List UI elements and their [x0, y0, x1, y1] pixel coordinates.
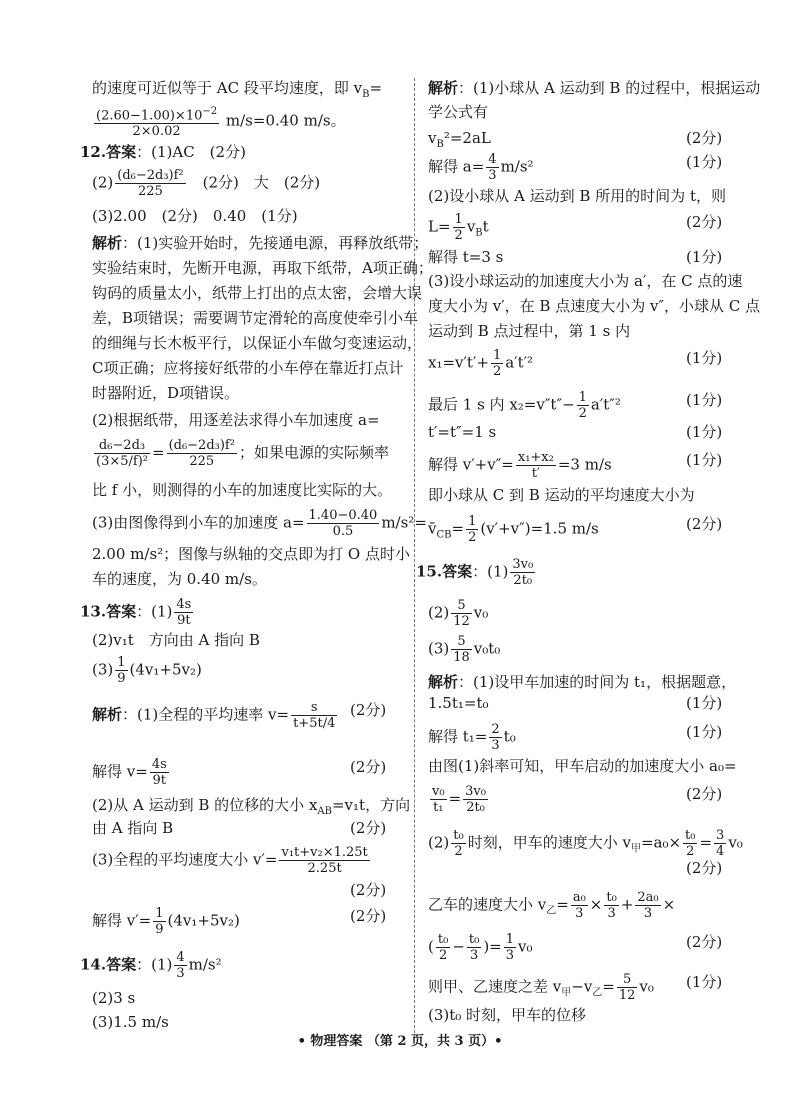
- den: (3×5/f)²: [96, 454, 148, 469]
- den: t+5t/4: [293, 716, 336, 731]
- den: 3: [491, 738, 500, 753]
- fraction: [174, 950, 186, 981]
- text: −: [452, 937, 465, 956]
- fraction: [291, 700, 337, 731]
- points: (2分): [686, 213, 723, 231]
- line: 车的速度，为 0.40 m/s。: [92, 570, 267, 588]
- den: t₁: [433, 800, 444, 815]
- den: 4: [716, 844, 725, 859]
- points: (2分): [350, 881, 387, 899]
- fraction: [115, 655, 127, 686]
- num: 1: [117, 655, 126, 670]
- line: (3)设小球运动的加速度大小为 a′，在 C 点的速: [428, 272, 743, 290]
- den: 12: [453, 614, 470, 629]
- text: ：(1): [472, 562, 509, 581]
- text: ：(1)AC (2分): [136, 143, 246, 161]
- line: [428, 390, 723, 421]
- text: 1.5t₁=t₀: [428, 694, 489, 712]
- points: (2分): [350, 758, 387, 776]
- den: 3: [505, 948, 515, 963]
- den: 9: [117, 671, 126, 686]
- fraction: [504, 932, 516, 963]
- fraction: [489, 722, 501, 753]
- fraction: [174, 597, 193, 628]
- answer-label: 答案: [106, 143, 137, 161]
- fraction: [571, 890, 588, 921]
- text: ×: [662, 895, 676, 914]
- line: [428, 634, 500, 665]
- line: [428, 693, 723, 713]
- num: 5: [617, 972, 638, 988]
- text: x₁=v′t′+: [428, 353, 489, 372]
- points: (1分): [686, 973, 723, 991]
- line: [428, 598, 488, 629]
- text: ：(1)小球从 A 运动到 B 的过程中，根据运动: [458, 79, 761, 97]
- analysis-label: 解析: [92, 234, 123, 252]
- text: (2): [428, 833, 450, 852]
- num: t₀: [606, 890, 617, 905]
- points: (2分): [350, 907, 387, 925]
- line: [428, 972, 723, 1004]
- fraction: [150, 757, 169, 788]
- num: 1: [492, 348, 502, 363]
- points: (1分): [686, 391, 723, 409]
- text: ²=2aL: [443, 129, 491, 147]
- num: t₀: [685, 828, 696, 843]
- line: [92, 700, 387, 731]
- text: 解得 t=3 s: [428, 248, 504, 266]
- num: 4s: [151, 757, 167, 772]
- fraction: [486, 152, 498, 183]
- text: v₀: [728, 833, 743, 852]
- line: [428, 450, 723, 481]
- line: [428, 348, 723, 379]
- text: v̄: [428, 519, 437, 538]
- line: [428, 722, 723, 753]
- q14-answer: [80, 950, 222, 981]
- text: t: [482, 217, 489, 236]
- text: ：(1)设甲车加速的时间为 t₁，根据题意，: [458, 673, 737, 691]
- text: 最后 1 s 内 x₂=v″t″−: [428, 395, 575, 414]
- sub: 甲: [630, 843, 641, 855]
- text: (3): [428, 639, 450, 658]
- text: 解得 v=: [92, 762, 148, 781]
- sup: −2: [202, 106, 218, 117]
- den: 18: [453, 650, 470, 665]
- text: v₀: [473, 603, 489, 622]
- den: 2: [686, 844, 695, 859]
- points: (2分): [686, 515, 723, 533]
- fraction: [430, 784, 447, 815]
- num: v₀: [432, 784, 445, 799]
- text: 的速度可近似等于 AC 段平均速度，即 v: [92, 79, 363, 97]
- line: [428, 890, 675, 922]
- num: 1: [505, 932, 515, 947]
- num: 1.40−0.40: [308, 508, 378, 523]
- analysis-label: 解析: [428, 673, 459, 691]
- fraction: [714, 828, 726, 859]
- line: [428, 152, 723, 183]
- num: 4s: [176, 597, 192, 612]
- points: (1分): [686, 349, 723, 367]
- text: =: [369, 79, 383, 97]
- fraction: [466, 514, 478, 545]
- den: 2: [492, 364, 502, 379]
- points: (2分): [686, 859, 723, 877]
- text: v₀: [639, 977, 654, 996]
- den: 3: [607, 906, 616, 921]
- num: t₀: [437, 932, 449, 947]
- text: =: [451, 519, 465, 538]
- num: 4: [176, 950, 185, 965]
- num: t₀: [468, 932, 480, 947]
- text: (4v₁+5v₂): [167, 911, 240, 930]
- num: 5: [451, 598, 472, 614]
- den: 2: [454, 228, 463, 243]
- num: 5: [451, 634, 472, 650]
- sub: B: [475, 227, 483, 239]
- text: =: [699, 833, 713, 852]
- sub: AB: [317, 806, 332, 817]
- text: =: [602, 977, 615, 996]
- line: 钩码的质量太小，纸带上打出的点太密，会增大误: [92, 284, 423, 302]
- fraction: [451, 828, 465, 859]
- line: [92, 104, 346, 139]
- fraction: [617, 972, 638, 1003]
- den: 3: [469, 948, 479, 963]
- fraction: [167, 438, 237, 469]
- line: 实验结束时，先断开电源，再取下纸带，A项正确；: [92, 259, 433, 277]
- line: (3)1.5 m/s: [92, 1013, 169, 1031]
- text: 解得 v′+v″=: [428, 455, 514, 474]
- num: d₆−2d₃: [94, 438, 150, 454]
- line: (3)t₀ 时刻，甲车的位移: [428, 1006, 587, 1024]
- analysis-label: 解析: [92, 705, 123, 724]
- line: 度大小为 v′，在 B 点速度大小为 v″，小球从 C 点: [428, 297, 761, 315]
- points: (2分): [350, 819, 387, 837]
- points: (1分): [686, 723, 723, 741]
- text: 解得 a=: [428, 157, 485, 176]
- line: [92, 78, 382, 105]
- line: 由图(1)斜率可知，甲车启动的加速度大小 a₀=: [428, 757, 737, 775]
- line: 学公式有: [428, 103, 489, 121]
- text: 由 A 指向 B: [92, 819, 174, 837]
- points: (1分): [686, 423, 723, 441]
- line: [428, 932, 723, 963]
- text: =v₁t，方向: [331, 796, 411, 814]
- text: t′=t″=1 s: [428, 423, 497, 441]
- text: =a₀×: [640, 833, 682, 852]
- den: 3: [176, 966, 185, 981]
- text: m/s=0.40 m/s。: [225, 111, 346, 130]
- line: [428, 422, 723, 442]
- fraction: [436, 932, 450, 963]
- fraction: [467, 932, 481, 963]
- text: =: [448, 789, 462, 808]
- line: [428, 514, 723, 546]
- question-number: 12.: [80, 143, 107, 161]
- den: 2t₀: [513, 573, 533, 588]
- fraction: [94, 438, 150, 469]
- fraction: [94, 104, 219, 139]
- line: 比 f 小，则测得的小车的加速度比实际的大。: [92, 481, 393, 499]
- text: 解得 v′=: [92, 911, 152, 930]
- line: $\frac{\text{d₆−2d₃}}{\text{(3×5/f)²}}$ = $\frac{\text{(d₆−2d₃)f²}}{225}$ ；如果电源的实际频率: [96, 438, 389, 469]
- den: 9t: [177, 613, 191, 628]
- fraction: [510, 557, 535, 588]
- points: (1分): [686, 153, 723, 171]
- text: ：(1)全程的平均速率 v=: [122, 705, 290, 724]
- text: ：(1)实验开始时，先接通电源，再释放纸带；: [122, 234, 429, 252]
- num: 3v₀: [512, 557, 534, 572]
- text: (3)全程的平均速度大小 v′=: [92, 850, 278, 869]
- num: 3v₀: [465, 784, 486, 799]
- points: (1分): [686, 451, 723, 469]
- num: 4: [488, 152, 497, 167]
- column-divider: [414, 78, 415, 1038]
- text: ×: [589, 895, 603, 914]
- page-footer: • 物理答案 （第 2 页，共 3 页）•: [297, 1034, 503, 1049]
- line: [92, 906, 402, 937]
- line: [428, 784, 723, 815]
- line: (2)设小球从 A 运动到 B 所用的时间为 t，则: [428, 187, 726, 205]
- den: 2t₀: [466, 800, 485, 815]
- line: (2)3 s: [92, 989, 136, 1007]
- line: [92, 168, 320, 199]
- line: [428, 128, 723, 155]
- text: (v′+v″)=1.5 m/s: [480, 519, 599, 538]
- text: 则甲、乙速度之差 v: [428, 977, 562, 996]
- text: m/s²: [500, 157, 534, 176]
- fraction: [516, 450, 556, 481]
- den: 2: [438, 948, 448, 963]
- line: [92, 757, 402, 788]
- num: 1: [454, 212, 463, 227]
- text: m/s²=: [381, 513, 427, 532]
- line: (3)2.00 (2分) 0.40 (1分): [92, 207, 298, 225]
- den: 2: [454, 844, 463, 859]
- den: 9t: [152, 773, 167, 788]
- fraction: [463, 784, 488, 815]
- line: 的细绳与长木板平行，以保证小车做匀变速运动，: [92, 334, 423, 352]
- line: (2)v₁t 方向由 A 指向 B: [92, 631, 260, 649]
- text: v₀: [518, 937, 533, 956]
- text: −v: [571, 977, 593, 996]
- line: 运动到 B 点过程中，第 1 s 内: [428, 322, 631, 340]
- fraction: [307, 508, 380, 539]
- q12-answer: [80, 142, 246, 162]
- points: (2分): [686, 785, 723, 803]
- den: 3: [575, 906, 584, 921]
- text: a′t″²: [590, 395, 621, 414]
- num: 2: [491, 722, 500, 737]
- text: (2): [92, 173, 114, 192]
- analysis-label: 解析: [428, 79, 459, 97]
- q15-answer: [416, 557, 537, 588]
- fraction: [577, 390, 589, 421]
- num: (d₆−2d₃)f²: [117, 168, 184, 183]
- den: 0.5: [332, 524, 354, 539]
- den: 12: [618, 988, 636, 1003]
- sub: B: [362, 89, 370, 100]
- line: [428, 828, 743, 860]
- text: L=: [428, 217, 451, 236]
- num: x₁+x₂: [517, 450, 554, 465]
- text: (2): [428, 603, 450, 622]
- points: (2分): [686, 933, 723, 951]
- text: v: [466, 217, 476, 236]
- line: C项正确；应将接好纸带的小车停在靠近打点计: [92, 359, 404, 377]
- line: [428, 78, 760, 98]
- num: 1: [578, 390, 587, 405]
- fraction: [453, 212, 465, 243]
- text: 时刻，甲车的速度大小 v: [467, 833, 631, 852]
- den: 3: [643, 906, 653, 921]
- text: +: [620, 895, 634, 914]
- line: 2.00 m/s²；图像与纵轴的交点即为打 O 点时小: [92, 545, 410, 563]
- text: t₀: [503, 727, 516, 746]
- fraction: [604, 890, 618, 921]
- text: ；如果电源的实际频率: [238, 443, 389, 462]
- question-number: 15.: [416, 562, 443, 581]
- line: [92, 845, 372, 876]
- den: 2: [468, 530, 477, 545]
- text: v₀t₀: [473, 639, 501, 658]
- points: (1分): [686, 694, 723, 712]
- fraction: [451, 598, 472, 629]
- points: (2分): [350, 701, 387, 719]
- num: a₀: [572, 890, 586, 905]
- den: 225: [189, 454, 215, 469]
- sub: 甲: [561, 987, 572, 999]
- line: [428, 212, 723, 244]
- text: 解得 t₁=: [428, 727, 488, 746]
- text: =3 m/s: [557, 455, 612, 474]
- text: )=: [483, 937, 502, 956]
- num: (2.60−1.00)×10: [96, 108, 203, 124]
- text: (: [428, 937, 434, 956]
- text: (2分) 大 (2分): [187, 173, 321, 192]
- answer-label: 答案: [106, 602, 137, 621]
- text: (4v₁+5v₂): [129, 660, 202, 679]
- line: 差，B项错误；需要调节定滑轮的高度使牵引小车: [92, 309, 419, 327]
- answer-label: 答案: [442, 562, 473, 581]
- line: 即小球从 C 到 B 运动的平均速度大小为: [428, 486, 695, 504]
- num: v₁t+v₂×1.25t: [281, 845, 368, 860]
- den: t′: [531, 466, 540, 481]
- text: (3): [92, 660, 114, 679]
- q13-answer: [80, 597, 195, 628]
- points: (2分): [686, 129, 723, 147]
- num: t₀: [453, 828, 464, 843]
- den: 2.25t: [307, 861, 342, 876]
- sub: 乙: [592, 987, 603, 999]
- line: [428, 672, 736, 692]
- fraction: [451, 634, 472, 665]
- line: [92, 655, 202, 686]
- text: 乙车的速度大小 v: [428, 895, 547, 914]
- text: ：(1): [136, 602, 173, 621]
- num: s: [291, 700, 337, 716]
- fraction: [635, 890, 660, 921]
- num: (d₆−2d₃)f²: [168, 438, 235, 453]
- line: (2)根据纸带，用逐差法求得小车加速度 a=: [92, 411, 380, 429]
- line: [92, 508, 427, 539]
- fraction: [279, 845, 369, 876]
- line: [428, 247, 723, 267]
- den: 225: [138, 184, 163, 199]
- sub: B: [436, 139, 444, 150]
- line: [92, 818, 402, 838]
- den: 2: [578, 406, 587, 421]
- fraction: [683, 828, 697, 859]
- question-number: 14.: [80, 955, 107, 974]
- den: 2×0.02: [132, 124, 181, 140]
- sub: CB: [436, 529, 452, 541]
- den: 9: [155, 922, 164, 937]
- sub: 乙: [546, 905, 557, 917]
- fraction: [115, 168, 185, 199]
- line: [92, 233, 428, 253]
- text: (3)由图像得到小车的加速度 a=: [92, 513, 305, 532]
- question-number: 13.: [80, 602, 107, 621]
- num: 1: [468, 514, 477, 529]
- fraction: [491, 348, 503, 379]
- text: a′t′²: [505, 353, 534, 372]
- num: 3: [716, 828, 725, 843]
- text: ：(1): [136, 955, 173, 974]
- num: 2a₀: [637, 890, 659, 905]
- den: 3: [488, 168, 497, 183]
- text: =: [556, 895, 569, 914]
- fraction: [153, 906, 165, 937]
- answer-label: 答案: [106, 955, 137, 974]
- text: (2)从 A 运动到 B 的位移的大小 x: [92, 796, 318, 814]
- num: 1: [155, 906, 164, 921]
- points: (1分): [686, 248, 723, 266]
- text: v: [428, 129, 437, 147]
- line: 时器附近，D项错误。: [92, 384, 240, 402]
- text: m/s²: [188, 955, 222, 974]
